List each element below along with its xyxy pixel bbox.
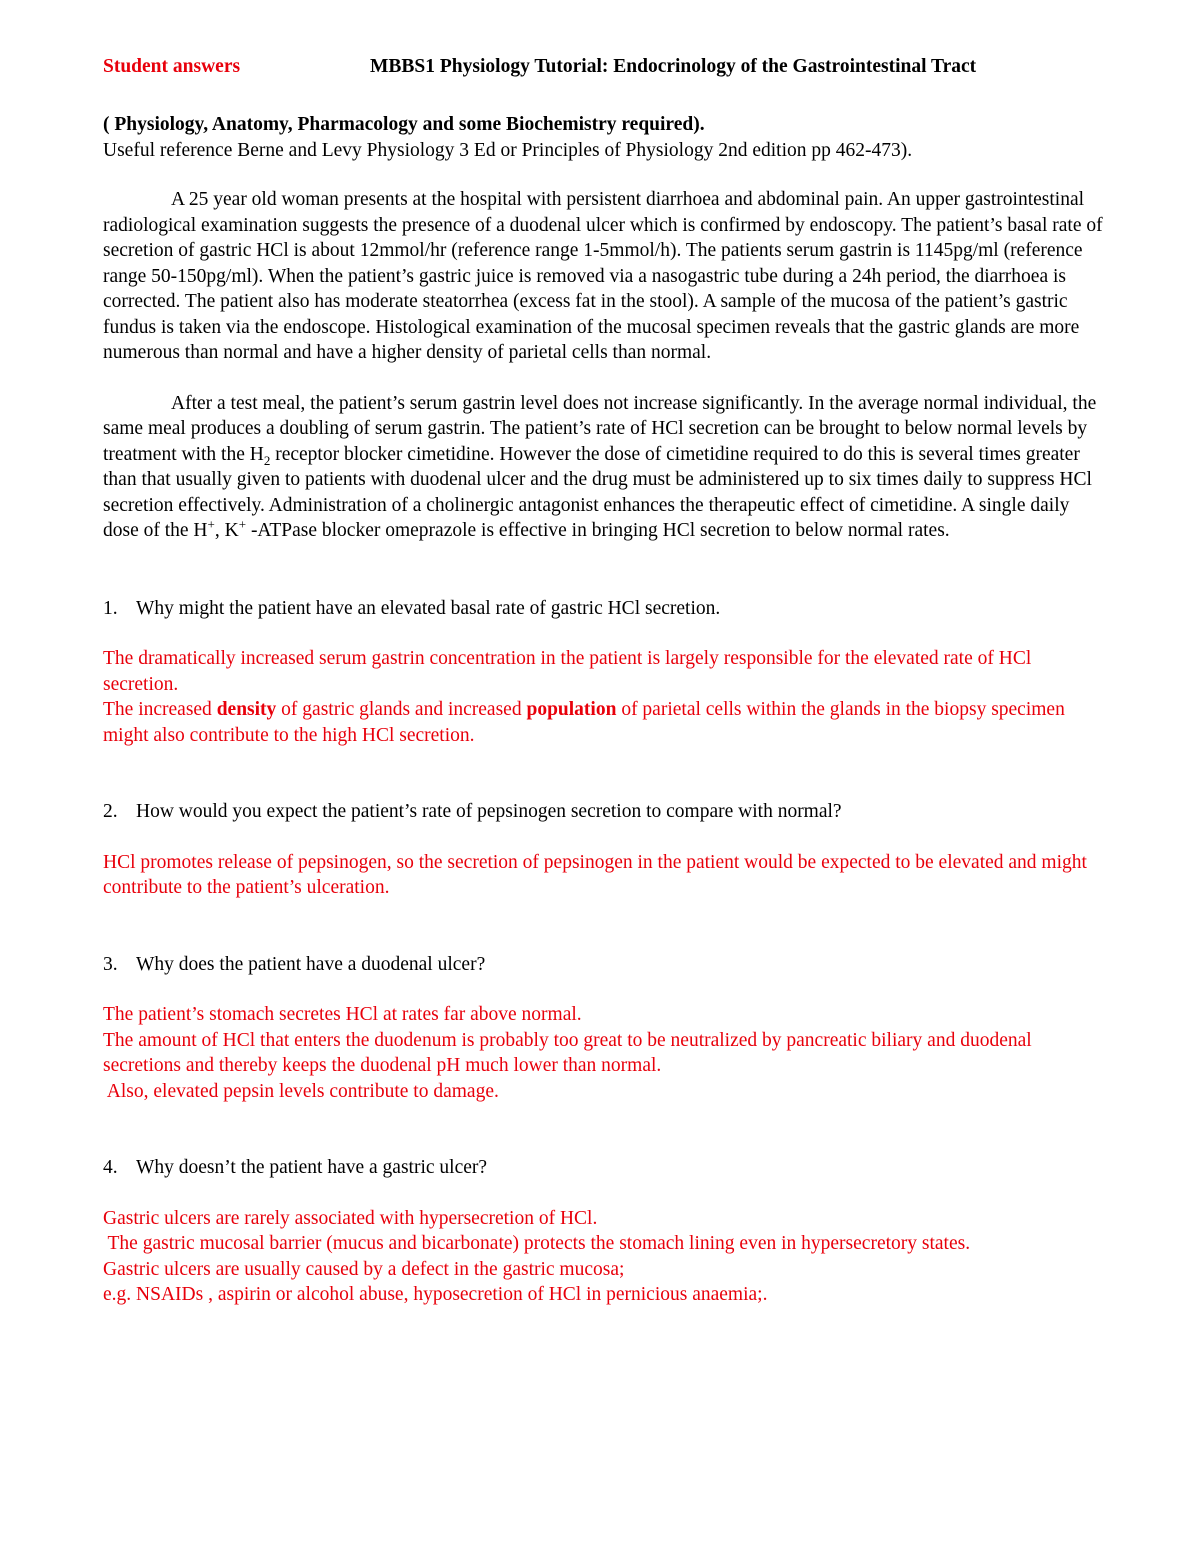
question-4 [103, 1155, 1103, 1308]
document-title: MBBS1 Physiology Tutorial: Endocrinology of the Gastrointestinal Tract [370, 56, 977, 77]
answer-3: The patient’s stomach secretes HCl at rates far above normal. The amount of HCl that enters the duodenum is probably too great to be neutralized by pancreatic biliary and duodenal secretions and thereby keeps the duodenal pH much lower than normal. Also, elevated pepsin levels contribute to damage. [103, 1004, 1032, 1102]
question-number: 1. [103, 597, 118, 619]
answer-4: Gastric ulcers are rarely associated with hypersecretion of HCl. The gastric mucosal barrier (mucus and bicarbonate) protects the stomach lining even in hypersecretory states. Gastric ulcers are usually caused by a defect in the gastric mucosa; e.g. NSAIDs , aspirin or alcohol abuse, hyposecretion of HCl in pernicious anaemia;. [103, 1207, 971, 1305]
answer-2: HCl promotes release of pepsinogen, so the secretion of pepsinogen in the patient would be expected to be elevated and might contribute to the patient’s ulceration. [103, 851, 1087, 898]
student-answers-label: Student answers [103, 56, 241, 77]
question-number: 4. [103, 1157, 118, 1178]
document-header [103, 54, 1103, 82]
document-page [103, 54, 1103, 1308]
question-2 [103, 799, 1103, 901]
question-3 [103, 952, 1103, 1105]
question-text: Why does the patient have a duodenal ulcer? [136, 953, 486, 975]
answer-1: The dramatically increased serum gastrin concentration in the patient is largely responsible for the elevated rate of HCl secretion. The increased density of gastric glands and increased population of parietal cells within the glands in the biopsy specimen might also contribute to the high HCl secretion. [103, 648, 1065, 746]
emphasis-density: density [216, 699, 277, 720]
intro-block [103, 112, 1103, 163]
question-text: Why doesn’t the patient have a gastric ulcer? [136, 1157, 488, 1178]
requirements-line: ( Physiology, Anatomy, Pharmacology and some Biochemistry required). [103, 114, 705, 135]
case-paragraph-1: A 25 year old woman presents at the hospital with persistent diarrhoea and abdominal pain. An upper gastrointestinal radiological examination suggests the presence of a duodenal ulcer which is confirmed by endoscopy. The patient’s basal rate of secretion of gastric HCl is about 12mmol/hr (reference range 1-5mmol/h). The patients serum gastrin is 1145pg/ml (reference range 50-150pg/ml). When the patient’s gastric juice is removed via a nasogastric tube during a 24h period, the diarrhoea is corrected. The patient also has moderate steatorrhea (excess fat in the stool). A sample of the mucosa of the patient’s gastric fundus is taken via the endoscope. Histological examination of the mucosal specimen reveals that the gastric glands are more numerous than normal and have a higher density of parietal cells than normal. [103, 189, 1103, 363]
case-paragraph-2: After a test meal, the patient’s serum gastrin level does not increase significantly. In the average normal individual, the same meal produces a doubling of serum gastrin. The patient’s rate of HCl secretion can be brought to below normal levels by treatment with the $H_2$ receptor blocker cimetidine. However the dose of cimetidine required to do this is several times greater than that usually given to patients with duodenal ulcer and the drug must be administered up to six times daily to suppress HCl secretion effectively. Administration of a cholinergic antagonist enhances the therapeutic effect of cimetidine. A single daily dose of the H+, K+ -ATPase blocker omeprazole is effective in bringing HCl secretion to below normal rates. [103, 392, 1097, 541]
emphasis-population: population [526, 699, 617, 720]
question-number: 2. [103, 801, 118, 822]
question-1 [103, 596, 1103, 749]
reference-line: Useful reference Berne and Levy Physiology 3 Ed or Principles of Physiology 2nd edition pp 462-473). [103, 139, 913, 161]
question-text: How would you expect the patient’s rate of pepsinogen secretion to compare with normal? [136, 801, 842, 822]
question-number: 3. [103, 953, 118, 975]
question-text: Why might the patient have an elevated basal rate of gastric HCl secretion. [136, 597, 721, 619]
